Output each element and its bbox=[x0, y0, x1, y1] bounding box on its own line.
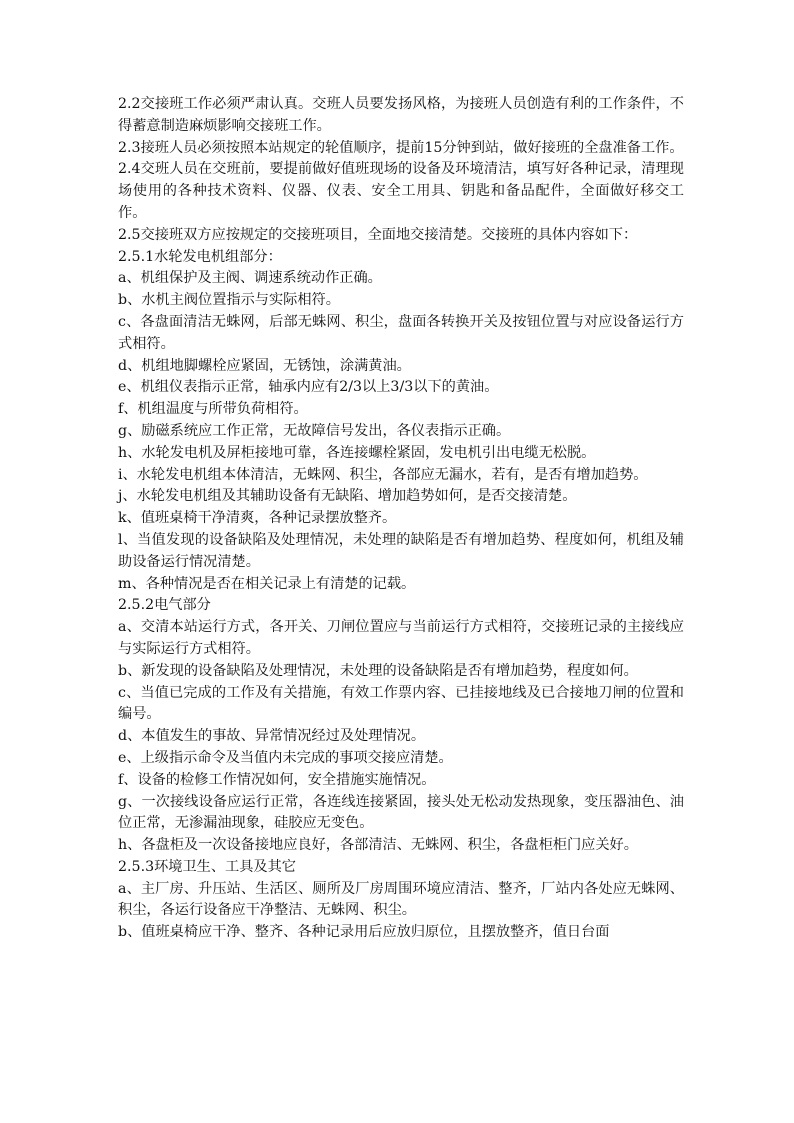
paragraph-2-4: 2.4交班人员在交班前，要提前做好值班现场的设备及环境清洁，填写好各种记录，清理现场使用的各种技术资料、仪器、仪表、安全工用具、钥匙和备品配件，全面做好移交工作。 bbox=[118, 161, 684, 221]
list-item: c、各盘面清洁无蛛网，后部无蛛网、积尘，盘面各转换开关及按钮位置与对应设备运行方式相符。 bbox=[118, 313, 684, 352]
document-body bbox=[118, 94, 684, 944]
list-item: b、新发现的设备缺陷及处理情况，未处理的设备缺陷是否有增加趋势，程度如何。 bbox=[118, 662, 638, 679]
section-heading-2-5-2: 2.5.2电气部分 bbox=[118, 597, 211, 614]
list-item: i、水轮发电机组本体清洁，无蛛网、积尘，各部应无漏水，若有，是否有增加趋势。 bbox=[118, 466, 648, 483]
list-item: e、上级指示命令及当值内未完成的事项交接应清楚。 bbox=[118, 749, 453, 766]
list-item: h、水轮发电机及屏柜接地可靠，各连接螺栓紧固，发电机引出电缆无松脱。 bbox=[118, 444, 596, 461]
list-item: b、值班桌椅应干净、整齐、各种记录用后应放归原位，且摆放整齐，值日台面 bbox=[118, 924, 610, 941]
paragraph-2-2: 2.2交接班工作必须严肃认真。交班人员要发扬风格，为接班人员创造有利的工作条件，不得蓄意制造麻烦影响交接班工作。 bbox=[118, 96, 684, 134]
list-item: d、本值发生的事故、异常情况经过及处理情况。 bbox=[118, 728, 426, 745]
list-item: f、机组温度与所带负荷相符。 bbox=[118, 401, 308, 418]
list-item: g、励磁系统应工作正常，无故障信号发出，各仪表指示正确。 bbox=[118, 422, 511, 439]
list-item: e、机组仪表指示正常，轴承内应有2/3以上3/3以下的黄油。 bbox=[118, 379, 499, 396]
paragraph-2-5: 2.5交接班双方应按规定的交接班项目，全面地交接清楚。交接班的具体内容如下： bbox=[118, 226, 638, 243]
list-item: m、各种情况是否在相关记录上有清楚的记载。 bbox=[118, 575, 416, 592]
list-item: b、水机主阀位置指示与实际相符。 bbox=[118, 292, 340, 309]
list-item: g、一次接线设备应运行正常，各连线连接紧固，接头处无松动发热现象，变压器油色、油位正常，无渗漏油现象，硅胶应无变色。 bbox=[118, 793, 684, 832]
list-item: k、值班桌椅干净清爽，各种记录摆放整齐。 bbox=[118, 510, 397, 527]
list-item: d、机组地脚螺栓应紧固，无锈蚀，涂满黄油。 bbox=[118, 357, 411, 374]
list-item: h、各盘柜及一次设备接地应良好，各部清洁、无蛛网、积尘，各盘柜柜门应关好。 bbox=[118, 837, 638, 854]
section-heading-2-5-3: 2.5.3环境卫生、工具及其它 bbox=[118, 858, 296, 875]
list-item: a、交清本站运行方式，各开关、刀闸位置应与当前运行方式相符，交接班记录的主接线应与实际运行方式相符。 bbox=[118, 619, 684, 657]
list-item: a、主厂房、升压站、生活区、厕所及厂房周围环境应清洁、整齐，厂站内各处应无蛛网、积尘，各运行设备应干净整洁、无蛛网、积尘。 bbox=[118, 880, 684, 919]
list-item: a、机组保护及主阀、调速系统动作正确。 bbox=[118, 270, 382, 287]
list-item: j、水轮发电机组及其辅助设备有无缺陷、增加趋势如何，是否交接清楚。 bbox=[118, 488, 577, 505]
paragraph-2-3: 2.3接班人员必须按照本站规定的轮值顺序，提前15分钟到站，做好接班的全盘准备工作。 bbox=[118, 139, 684, 156]
list-item: c、当值已完成的工作及有关措施，有效工作票内容、已挂接地线及已合接地刀闸的位置和编号。 bbox=[118, 684, 684, 723]
list-item: f、设备的检修工作情况如何，安全措施实施情况。 bbox=[118, 771, 436, 788]
section-heading-2-5-1: 2.5.1水轮发电机组部分： bbox=[118, 248, 282, 265]
list-item: l、当值发现的设备缺陷及处理情况，未处理的缺陷是否有增加趋势、程度如何，机组及辅助设备运行情况清楚。 bbox=[118, 531, 684, 570]
